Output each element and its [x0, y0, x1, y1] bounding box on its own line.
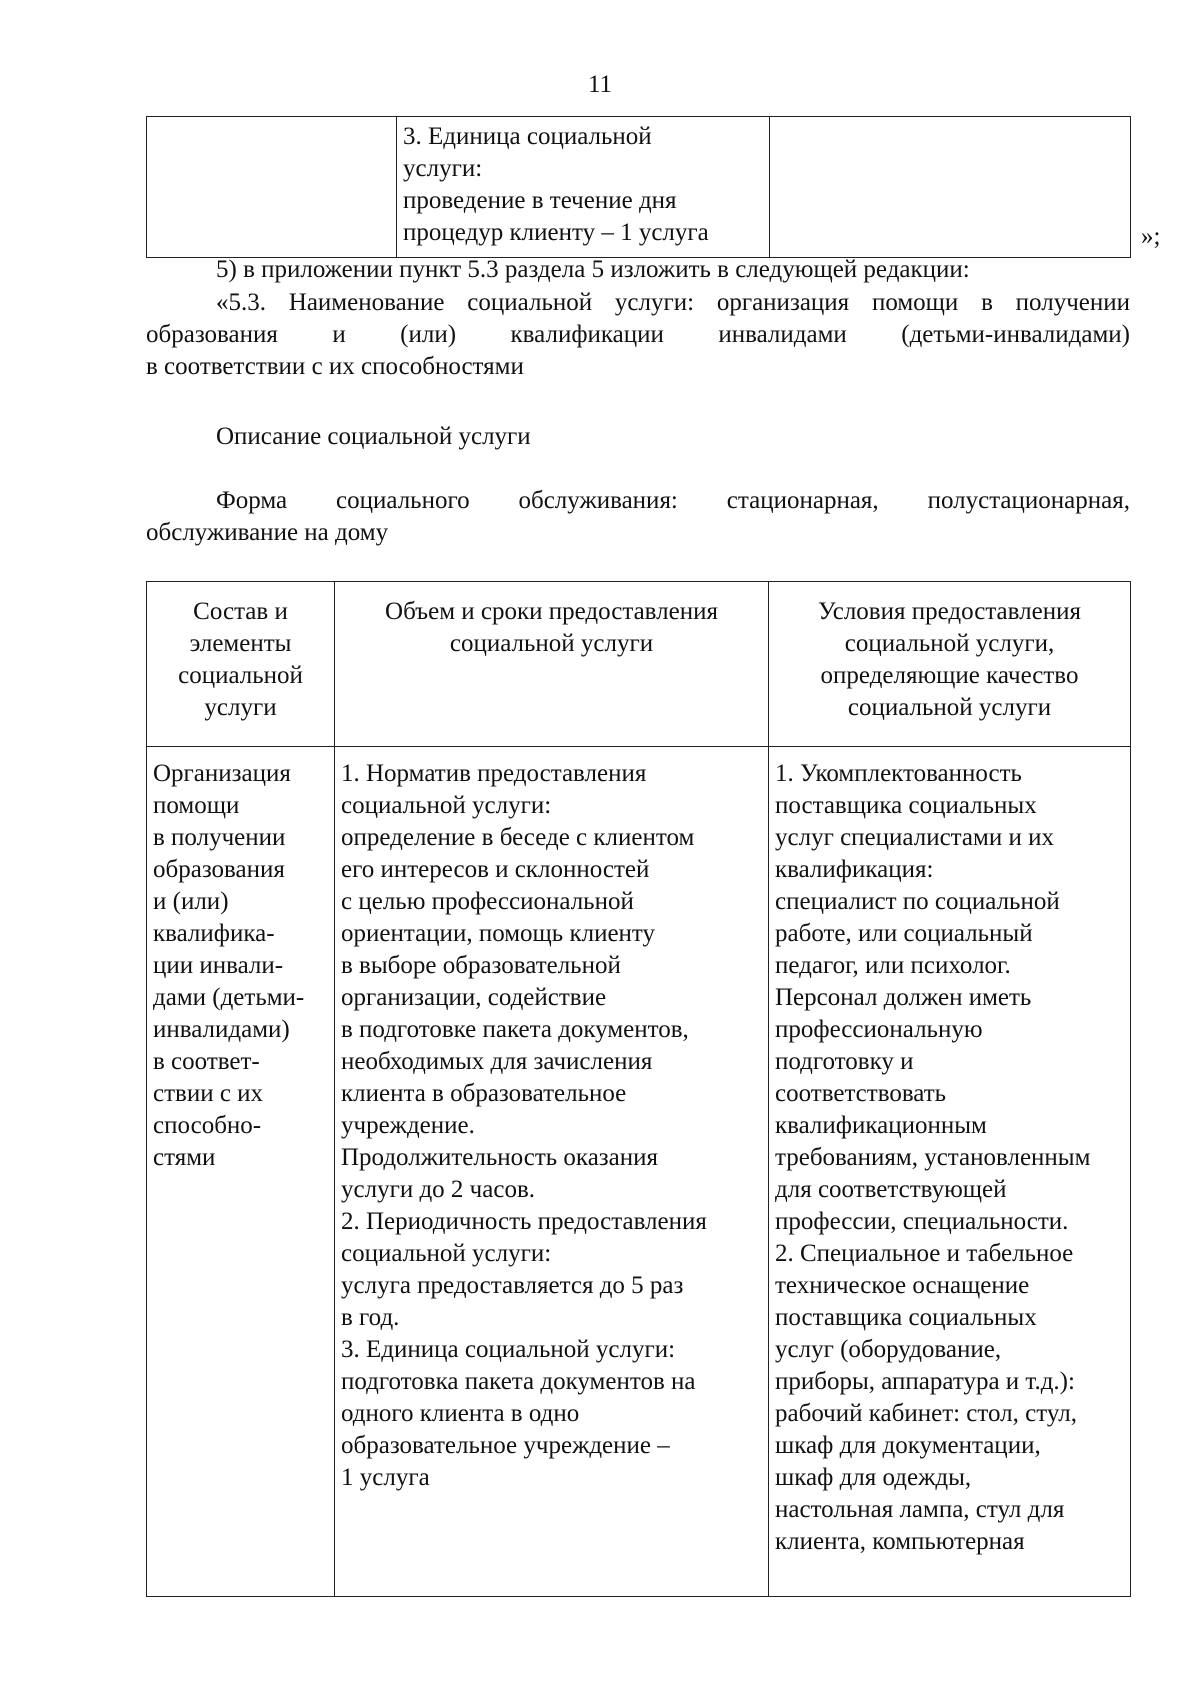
- description-heading: Описание социальной услуги: [216, 423, 531, 450]
- service-description-table: [146, 581, 1131, 1597]
- paragraph-line: обслуживание на дому: [146, 519, 389, 546]
- paragraph-section-5-3: [146, 287, 1130, 383]
- table-cell-composition: Организация помощи в получении образования и (или) квалифика- ции инвали- дами (детьми- инвалидами) в соответ- ствии с их способно- стями: [147, 747, 335, 1597]
- paragraph-line: в соответствии с их способностями: [146, 353, 524, 380]
- column-header-conditions: Условия предоставления социальной услуги, определяющие качество социальной услуги: [769, 582, 1131, 747]
- closing-quote-mark: »;: [1141, 223, 1161, 250]
- table-header-row: [147, 582, 1131, 747]
- table-cell-conditions: 1. Укомплектованность поставщика социальных услуг специалистами и их квалификация: специалист по социальной работе, или социальный педагог, или психолог. Персонал должен иметь профессиональную подготовку и соответствовать квалификационным требованиям, установленным для соответствующей профессии, специальности. 2. Специальное и табельное техническое оснащение поставщика социальных услуг (оборудование, приборы, аппаратура и т.д.): рабочий кабинет: стол, стул, шкаф для документации, шкаф для одежды, настольная лампа, стул для клиента, компьютерная: [769, 747, 1131, 1597]
- paragraph-line: образования и (или) квалификации инвалидами (детьми-инвалидами): [146, 321, 1130, 348]
- paragraph-line: Форма социального обслуживания: стационарная, полустационарная,: [216, 487, 1130, 514]
- page-number: 11: [587, 71, 613, 98]
- table-cell: [147, 117, 397, 258]
- paragraph-amendment-5: 5) в приложении пункт 5.3 раздела 5 изложить в следующей редакции:: [216, 256, 970, 283]
- column-header-volume-terms: Объем и сроки предоставления социальной услуги: [335, 582, 769, 747]
- table-cell-volume-terms: 1. Норматив предоставления социальной услуги: определение в беседе с клиентом его интересов и склонностей с целью профессиональной ориентации, помощь клиенту в выборе образовательной организации, содействие в подготовке пакета документов, необходимых для зачисления клиента в образовательное учреждение. Продолжительность оказания услуги до 2 часов. 2. Периодичность предоставления социальной услуги: услуга предоставляется до 5 раз в год. 3. Единица социальной услуги: подготовка пакета документов на одного клиента в одно образовательное учреждение – 1 услуга: [335, 747, 769, 1597]
- paragraph-line: «5.3. Наименование социальной услуги: организация помощи в получении: [216, 289, 1130, 316]
- continuation-table: [146, 116, 1131, 258]
- table-cell: 3. Единица социальной услуги: проведение в течение дня процедур клиенту – 1 услуга: [397, 117, 770, 258]
- table-cell: [770, 117, 1131, 258]
- table-row: [147, 747, 1131, 1597]
- column-header-composition: Состав и элементы социальной услуги: [147, 582, 335, 747]
- table-row: [147, 117, 1131, 258]
- service-form-paragraph: [146, 485, 1130, 549]
